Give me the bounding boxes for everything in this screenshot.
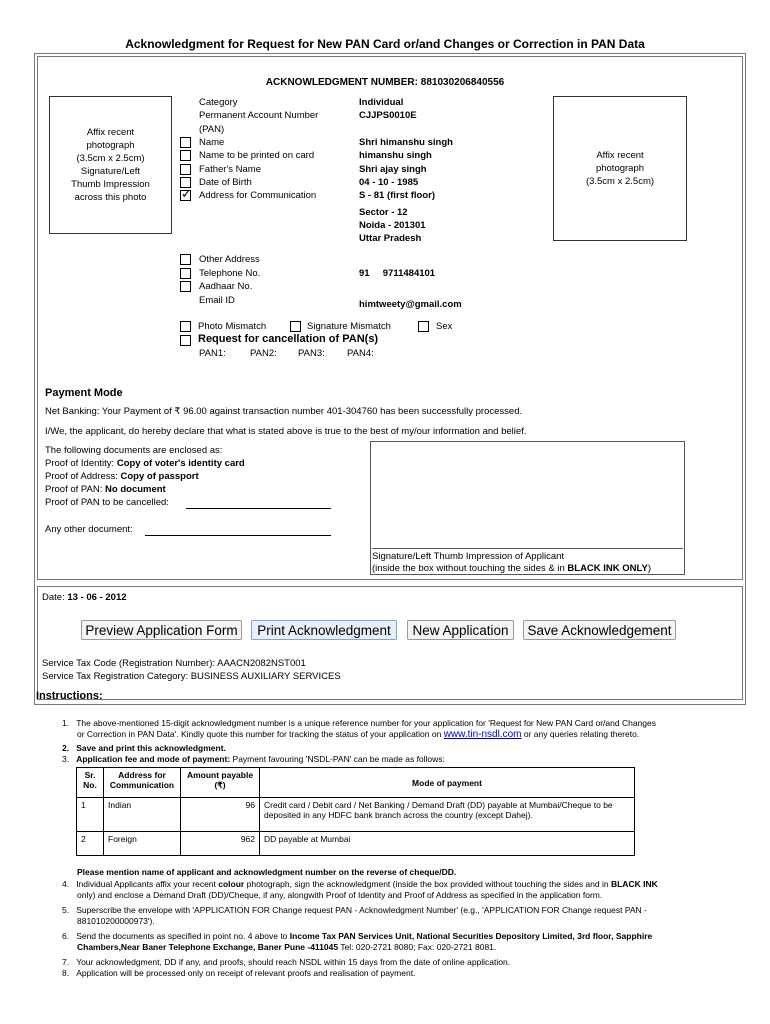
field-label: Aadhaar No. bbox=[199, 281, 253, 292]
other-document-line bbox=[145, 535, 331, 536]
field-checkbox[interactable] bbox=[180, 150, 191, 161]
instruction-4e: only) and enclose a Demand Draft (DD)/Cheque, if any, alongwith Proof of Identity and Proof of Address as specified in the application form. bbox=[77, 890, 603, 900]
tin-nsdl-link[interactable]: www.tin-nsdl.com bbox=[443, 729, 522, 740]
declaration-text: I/We, the applicant, do hereby declare that what is stated above is true to the best of my/our information and belief. bbox=[45, 426, 527, 437]
field-value: Individual bbox=[359, 97, 404, 108]
proof-of-address bbox=[45, 470, 199, 483]
field-checkbox[interactable] bbox=[180, 164, 191, 175]
signature-caption-1: Signature/Left Thumb Impression of Applicant bbox=[372, 548, 683, 563]
date-label: Date: bbox=[42, 592, 65, 603]
photo-right-line: Affix recent bbox=[596, 150, 644, 161]
cancel-pan-label: Request for cancellation of PAN(s) bbox=[198, 333, 379, 345]
field-value: himanshu singh bbox=[359, 150, 432, 161]
field-checkbox[interactable] bbox=[180, 137, 191, 148]
fee-header-address: Address for Communication bbox=[104, 768, 181, 798]
proof-identity-value: Copy of voter's identity card bbox=[116, 458, 245, 469]
photo-left-line: across this photo bbox=[74, 192, 147, 203]
photo-box-left bbox=[49, 96, 172, 234]
field-label: Father's Name bbox=[199, 164, 262, 175]
fee-header-mode: Mode of payment bbox=[260, 768, 635, 798]
field-value: Shri ajay singh bbox=[359, 164, 427, 175]
fee-cell-mode: DD payable at Mumbai bbox=[260, 832, 635, 856]
field-label: Name bbox=[199, 137, 225, 148]
instruction-8: 8. Application will be processed only on receipt of relevant proofs and realisation of payment. bbox=[62, 968, 416, 978]
photo-left-line: Affix recent bbox=[86, 127, 135, 138]
photo-mismatch-checkbox[interactable] bbox=[180, 321, 191, 332]
signature-caption-pre: (inside the box without touching the sides & in bbox=[372, 563, 568, 574]
field-value: himtweety@gmail.com bbox=[359, 299, 462, 310]
instruction-7-text: Your acknowledgment, DD if any, and proofs, should reach NSDL within 15 days from the date of online application. bbox=[76, 957, 511, 967]
instruction-6c: Chambers,Near Baner Telephone Exchange, Baner Pune -411045 bbox=[77, 942, 339, 952]
instruction-8-text: Application will be processed only on receipt of relevant proofs and realisation of payment. bbox=[76, 968, 416, 978]
field-checkbox[interactable] bbox=[180, 281, 191, 292]
instruction-1a: The above-mentioned 15-digit acknowledgment number is a unique reference number for your application for 'Request for New PAN Card or/and Changes bbox=[76, 718, 656, 728]
proof-pan-label: Proof of PAN: bbox=[45, 484, 103, 495]
instruction-4b: colour bbox=[218, 879, 245, 889]
photo-mismatch-label: Photo Mismatch bbox=[198, 321, 267, 332]
fee-header-sr: Sr. No. bbox=[77, 768, 104, 798]
field-label: Email ID bbox=[199, 295, 235, 306]
pan-slot: PAN3: bbox=[298, 348, 325, 359]
date-row bbox=[42, 591, 127, 604]
field-label: Permanent Account Number bbox=[199, 110, 319, 121]
payment-heading: Payment Mode bbox=[45, 387, 123, 399]
instruction-2: 2. Save and print this acknowledgment. bbox=[62, 743, 226, 753]
field-label: Address for Communication bbox=[199, 190, 317, 201]
address-line: Noida - 201301 bbox=[359, 220, 426, 231]
pan-slot: PAN4: bbox=[347, 348, 374, 359]
instruction-5: 5. Superscribe the envelope with 'APPLICATION FOR Change request PAN - Acknowledgment Number' (e.g., 'APPLICATION FOR Change request PAN - 881010200000973'). bbox=[62, 905, 742, 927]
instruction-1: 1. The above-mentioned 15-digit acknowledgment number is a unique reference number for your application for 'Request for New PAN Card or/and Changes or Correction in PAN Data'. Kindly quote this number for tracking the status of your application on www.tin-nsdl.com or any queries relating thereto. bbox=[62, 718, 656, 740]
instruction-4a: Individual Applicants affix your recent bbox=[76, 879, 216, 889]
proof-pan-cancelled-label: Proof of PAN to be cancelled: bbox=[45, 497, 169, 508]
field-checkbox[interactable] bbox=[180, 268, 191, 279]
fee-cell-amount: 962 bbox=[181, 832, 260, 856]
net-banking-text: Net Banking: Your Payment of ₹ 96.00 against transaction number 401-304760 has been successfully processed. bbox=[45, 406, 523, 417]
date-value: 13 - 06 - 2012 bbox=[67, 592, 127, 603]
instruction-2-text: Save and print this acknowledgment. bbox=[76, 743, 226, 753]
table-row bbox=[77, 798, 635, 832]
instruction-3b: Payment favouring 'NSDL-PAN' can be made as follows: bbox=[232, 754, 445, 764]
instruction-1c: or any queries relating thereto. bbox=[523, 729, 640, 739]
fee-cell-amount: 96 bbox=[181, 798, 260, 832]
field-value: 91 9711484101 bbox=[359, 268, 436, 279]
signature-mismatch-label: Signature Mismatch bbox=[307, 321, 391, 332]
service-tax-code: Service Tax Code (Registration Number): AAACN2082NST001 bbox=[42, 658, 306, 669]
signature-caption-post: ) bbox=[647, 563, 651, 574]
instruction-1b: or Correction in PAN Data'. Kindly quote this number for tracking the status of your application on bbox=[77, 729, 442, 739]
cancel-pan-checkbox[interactable] bbox=[180, 335, 191, 346]
instruction-6b: Income Tax PAN Services Unit, National Securities Depository Limited, 3rd floor, Sapphire bbox=[289, 931, 653, 941]
proof-of-pan bbox=[45, 483, 166, 496]
address-line: Uttar Pradesh bbox=[359, 233, 422, 244]
proof-pan-value: No document bbox=[105, 484, 166, 495]
instruction-3a: Application fee and mode of payment: bbox=[76, 754, 231, 764]
table-row bbox=[77, 832, 635, 856]
signature-caption-bold: BLACK INK ONLY bbox=[567, 563, 648, 574]
sex-checkbox[interactable] bbox=[418, 321, 429, 332]
fee-cell-address: Indian bbox=[104, 798, 181, 832]
field-label: Name to be printed on card bbox=[199, 150, 315, 161]
instruction-4c: photograph, sign the acknowledgment (inside the box provided without touching the sides and in bbox=[246, 879, 609, 889]
field-label: Other Address bbox=[199, 254, 260, 265]
instructions-heading: Instructions: bbox=[36, 690, 103, 702]
new-application-button[interactable]: New Application bbox=[407, 620, 514, 640]
signature-caption-2 bbox=[372, 562, 651, 575]
fee-header-amount: Amount payable (₹) bbox=[181, 768, 260, 798]
print-acknowledgment-button[interactable]: Print Acknowledgment bbox=[251, 620, 397, 640]
proof-of-identity bbox=[45, 457, 245, 470]
pan-slot: PAN2: bbox=[250, 348, 277, 359]
photo-right-line: photograph bbox=[595, 163, 645, 174]
field-value: Shri himanshu singh bbox=[359, 137, 453, 148]
acknowledgment-number: ACKNOWLEDGMENT NUMBER: 881030206840556 bbox=[265, 77, 505, 88]
photo-left-line: photograph bbox=[86, 140, 135, 151]
preview-application-button[interactable]: Preview Application Form bbox=[81, 620, 242, 640]
field-label: Category bbox=[199, 97, 238, 108]
pan-slot: PAN1: bbox=[199, 348, 226, 359]
photo-left-line: Signature/Left bbox=[80, 166, 141, 177]
field-label: (PAN) bbox=[199, 124, 225, 135]
instruction-7: 7. Your acknowledgment, DD if any, and proofs, should reach NSDL within 15 days from the date of online application. bbox=[62, 957, 511, 967]
instruction-3: 3. Application fee and mode of payment: Payment favouring 'NSDL-PAN' can be made as follows: bbox=[62, 754, 445, 764]
instruction-4d: BLACK INK bbox=[610, 879, 658, 889]
page-title: Acknowledgment for Request for New PAN Card or/and Changes or Correction in PAN Data bbox=[125, 37, 645, 51]
instruction-6a: Send the documents as specified in point no. 4 above to bbox=[76, 931, 288, 941]
photo-box-right bbox=[553, 96, 687, 241]
proof-address-value: Copy of passport bbox=[120, 471, 199, 482]
field-value: CJJPS0010E bbox=[359, 110, 417, 121]
instruction-4: 4. Individual Applicants affix your recent colour photograph, sign the acknowledgment (inside the box provided without touching the sides and in BLACK INK only) and enclose a Demand Draft (DD)/Cheque, if any, alongwith Proof of Identity and Proof of Address as specified in the application form. bbox=[62, 879, 742, 901]
field-value: S - 81 (first floor) bbox=[359, 190, 436, 201]
field-label: Telephone No. bbox=[199, 268, 261, 279]
address-line: Sector - 12 bbox=[359, 207, 408, 218]
proof-address-label: Proof of Address: bbox=[45, 471, 118, 482]
proof-identity-label: Proof of Identity: bbox=[45, 458, 115, 469]
field-checkbox[interactable] bbox=[180, 190, 191, 201]
fee-cell-address: Foreign bbox=[104, 832, 181, 856]
fee-table bbox=[76, 767, 635, 856]
save-acknowledgement-button[interactable]: Save Acknowledgement bbox=[523, 620, 676, 640]
instruction-6: 6. Send the documents as specified in point no. 4 above to Income Tax PAN Services Unit, National Securities Depository Limited, 3rd floor, Sapphire Chambers,Near Baner Telephone Exchange, Baner Pune -411045 Tel: 020-2721 8080; Fax: 020-2721 8081. bbox=[62, 931, 653, 952]
photo-left-line: Thumb Impression bbox=[71, 179, 150, 190]
signature-mismatch-checkbox[interactable] bbox=[290, 321, 301, 332]
fee-cell-mode: Credit card / Debit card / Net Banking / Demand Draft (DD) payable at Mumbai/Cheque to be deposited in any HDFC bank branch across the country (except Dahej). bbox=[260, 798, 635, 832]
documents-intro: The following documents are enclosed as: bbox=[45, 445, 223, 456]
service-tax-category: Service Tax Registration Category: BUSINESS AUXILIARY SERVICES bbox=[42, 671, 341, 682]
field-label: Date of Birth bbox=[199, 177, 252, 188]
photo-right-line: (3.5cm x 2.5cm) bbox=[585, 176, 655, 187]
instruction-5b: 881010200000973'). bbox=[77, 916, 155, 926]
field-value: 04 - 10 - 1985 bbox=[359, 177, 419, 188]
proof-pan-cancelled-line bbox=[186, 508, 331, 509]
fee-cell-sr: 1 bbox=[77, 798, 104, 832]
cheque-note: Please mention name of applicant and acknowledgment number on the reverse of cheque/DD. bbox=[77, 867, 457, 877]
fee-cell-sr: 2 bbox=[77, 832, 104, 856]
instruction-6d: Tel: 020-2721 8080; Fax: 020-2721 8081. bbox=[340, 942, 497, 952]
sex-label: Sex bbox=[436, 321, 453, 332]
photo-left-line: (3.5cm x 2.5cm) bbox=[76, 153, 145, 164]
other-document-label: Any other document: bbox=[45, 524, 133, 535]
field-checkbox[interactable] bbox=[180, 254, 191, 265]
instruction-5a: Superscribe the envelope with 'APPLICATION FOR Change request PAN - Acknowledgment Number' (e.g., 'APPLICATION FOR Change request PAN - bbox=[76, 905, 647, 915]
